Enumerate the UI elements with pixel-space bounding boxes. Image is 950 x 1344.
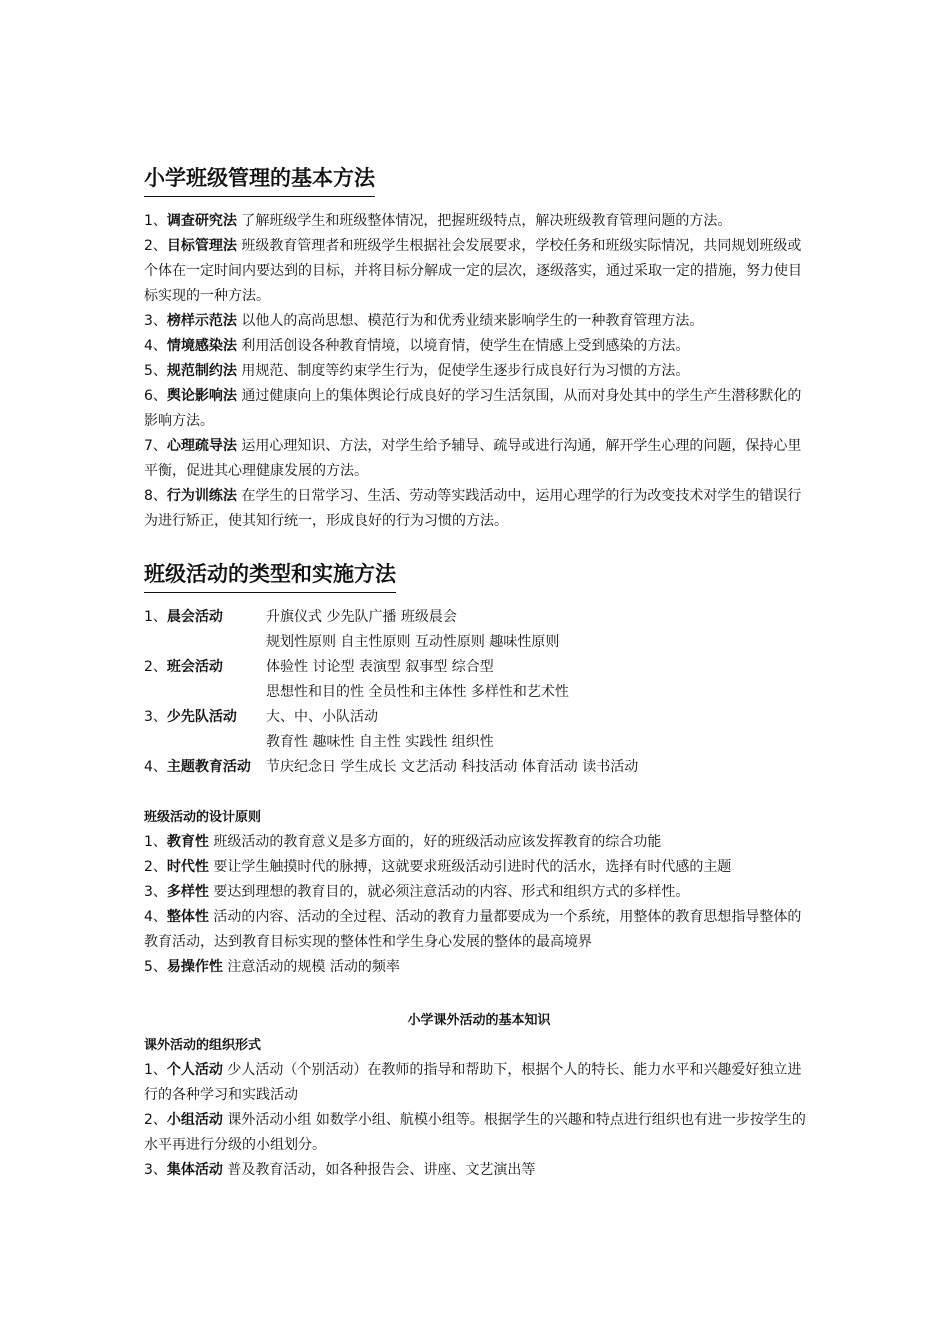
item-text: 普及教育活动，如各种报告会、讲座、文艺演出等 [227,1162,536,1178]
list-item: 2、小组活动 课外活动小组 如数学小组、航模小组等。根据学生的兴趣和特点进行组织也有进一步按学生的水平再进行分级的小组划分。 [144,1112,806,1153]
item-text: 活动的内容、活动的全过程、活动的教育力量都要成为一个系统，用整体的教育思想指导整体的教育活动，达到教育目标实现的整体性和学生身心发展的整体的最高境界 [144,909,802,950]
item-term: 集体活动 [166,1162,223,1178]
activity-term: 晨会活动 [166,609,223,625]
activity-line: 规划性原则 自主性原则 互动性原则 趣味性原则 [266,634,560,650]
item-text: 班级活动的教育意义是多方面的，好的班级活动应该发挥教育的综合功能 [213,834,662,850]
item-term: 心理疏导法 [166,438,237,454]
section-1-list [144,209,814,534]
section-4-subtitle: 课外活动的组织形式 [144,1038,262,1053]
item-text: 用规范、制度等约束学生行为，促使学生逐步行成良好行为习惯的方法。 [241,363,690,379]
item-text: 班级教育管理者和班级学生根据社会发展要求，学校任务和班级实际情况，共同规划班级或个体在一定时间内要达到的目标，并将目标分解成一定的层次，逐级落实，通过采取一定的措施，努力使目标实现的一种方法。 [144,238,802,304]
activity-line: 体验性 讨论型 表演型 叙事型 综合型 [266,659,494,675]
item-text: 运用心理知识、方法，对学生给予辅导、疏导或进行沟通，解开学生心理的问题，保持心里平衡，促进其心理健康发展的方法。 [144,438,802,479]
item-term: 行为训练法 [166,488,237,504]
spacer [144,534,814,560]
list-item: 8、行为训练法 在学生的日常学习、生活、劳动等实践活动中，运用心理学的行为改变技术对学生的错误行为进行矫正，使其知行统一，形成良好的行为习惯的方法。 [144,488,802,529]
list-item: 2、时代性 要让学生触摸时代的脉搏，这就要求班级活动引进时代的活水，选择有时代感的主题 [144,859,732,875]
list-item: 1、调查研究法 了解班级学生和班级整体情况，把握班级特点，解决班级教育管理问题的方法。 [144,213,732,229]
item-text: 利用活创设各种教育情境，以境育情，使学生在情感上受到感染的方法。 [241,338,690,354]
item-text: 注意活动的规模 活动的频率 [227,959,400,975]
activity-row: 2、班会活动 体验性 讨论型 表演型 叙事型 综合型 思想性和目的性 全员性和主体性 多样性和艺术性 [144,655,814,705]
item-term: 目标管理法 [166,238,237,254]
item-term: 舆论影响法 [166,388,237,404]
item-term: 规范制约法 [166,363,237,379]
section-1-heading-wrap [144,164,814,197]
activity-line: 教育性 趣味性 自主性 实践性 组织性 [266,734,494,750]
activity-row: 1、晨会活动 升旗仪式 少先队广播 班级晨会 规划性原则 自主性原则 互动性原则 趣味性原则 [144,605,814,655]
list-item: 1、教育性 班级活动的教育意义是多方面的，好的班级活动应该发挥教育的综合功能 [144,834,662,850]
activity-list [144,605,814,780]
section-4-title: 小学课外活动的基本知识 [407,1013,551,1028]
item-text: 通过健康向上的集体舆论行成良好的学习生活氛围，从而对身处其中的学生产生潜移默化的影响方法。 [144,388,802,429]
list-item: 6、舆论影响法 通过健康向上的集体舆论行成良好的学习生活氛围，从而对身处其中的学生产生潜移默化的影响方法。 [144,388,802,429]
spacer [144,780,814,805]
list-item: 4、整体性 活动的内容、活动的全过程、活动的教育力量都要成为一个系统，用整体的教育思想指导整体的教育活动，达到教育目标实现的整体性和学生身心发展的整体的最高境界 [144,909,802,950]
item-text: 少人活动（个别活动）在教师的指导和帮助下，根据个人的特长、能力水平和兴趣爱好独立进行的各种学习和实践活动 [144,1062,802,1103]
item-term: 多样性 [166,884,209,900]
item-term: 整体性 [166,909,209,925]
list-item: 5、易操作性 注意活动的规模 活动的频率 [144,959,400,975]
spacer [144,980,814,1008]
item-term: 榜样示范法 [166,313,237,329]
list-item: 2、目标管理法 班级教育管理者和班级学生根据社会发展要求，学校任务和班级实际情况，共同规划班级或个体在一定时间内要达到的目标，并将目标分解成一定的层次，逐级落实，通过采取一定的措施，努力使目标实现的一种方法。 [144,238,802,304]
section-2-title: 班级活动的类型和实施方法 [144,560,396,593]
activity-row: 4、主题教育活动 节庆纪念日 学生成长 文艺活动 科技活动 体育活动 读书活动 [144,755,814,780]
item-term: 易操作性 [166,959,223,975]
list-item: 1、个人活动 少人活动（个别活动）在教师的指导和帮助下，根据个人的特长、能力水平和兴趣爱好独立进行的各种学习和实践活动 [144,1062,802,1103]
list-item: 3、榜样示范法 以他人的高尚思想、模范行为和优秀业绩来影响学生的一种教育管理方法。 [144,313,704,329]
activity-line: 升旗仪式 少先队广播 班级晨会 [266,609,457,625]
item-term: 情境感染法 [166,338,237,354]
activity-row: 3、少先队活动 大、中、小队活动 教育性 趣味性 自主性 实践性 组织性 [144,705,814,755]
section-4-list [144,1058,814,1183]
item-text: 课外活动小组 如数学小组、航模小组等。根据学生的兴趣和特点进行组织也有进一步按学生的水平再进行分级的小组划分。 [144,1112,806,1153]
item-text: 在学生的日常学习、生活、劳动等实践活动中，运用心理学的行为改变技术对学生的错误行为进行矫正，使其知行统一，形成良好的行为习惯的方法。 [144,488,802,529]
section-3-list [144,830,814,980]
activity-term: 少先队活动 [166,709,237,725]
item-term: 调查研究法 [166,213,237,229]
section-1-title: 小学班级管理的基本方法 [144,164,375,197]
activity-line: 节庆纪念日 学生成长 文艺活动 科技活动 体育活动 读书活动 [266,759,639,775]
document-content [144,164,814,1183]
item-term: 小组活动 [166,1112,223,1128]
activity-term: 班会活动 [166,659,223,675]
section-2-heading-wrap [144,560,814,593]
item-term: 时代性 [166,859,209,875]
list-item: 3、多样性 要达到理想的教育目的，就必须注意活动的内容、形式和组织方式的多样性。 [144,884,690,900]
activity-term: 主题教育活动 [166,759,251,775]
list-item: 4、情境感染法 利用活创设各种教育情境，以境育情，使学生在情感上受到感染的方法。 [144,338,690,354]
item-text: 要让学生触摸时代的脉搏，这就要求班级活动引进时代的活水，选择有时代感的主题 [213,859,732,875]
item-text: 了解班级学生和班级整体情况，把握班级特点，解决班级教育管理问题的方法。 [241,213,732,229]
section-3-title: 班级活动的设计原则 [144,810,262,825]
item-term: 个人活动 [166,1062,223,1078]
item-text: 以他人的高尚思想、模范行为和优秀业绩来影响学生的一种教育管理方法。 [241,313,704,329]
list-item: 7、心理疏导法 运用心理知识、方法，对学生给予辅导、疏导或进行沟通，解开学生心理的问题，保持心里平衡，促进其心理健康发展的方法。 [144,438,802,479]
item-term: 教育性 [166,834,209,850]
list-item: 5、规范制约法 用规范、制度等约束学生行为，促使学生逐步行成良好行为习惯的方法。 [144,363,690,379]
activity-line: 思想性和目的性 全员性和主体性 多样性和艺术性 [266,684,569,700]
activity-line: 大、中、小队活动 [266,709,378,725]
list-item: 3、集体活动 普及教育活动，如各种报告会、讲座、文艺演出等 [144,1162,536,1178]
item-text: 要达到理想的教育目的，就必须注意活动的内容、形式和组织方式的多样性。 [213,884,690,900]
